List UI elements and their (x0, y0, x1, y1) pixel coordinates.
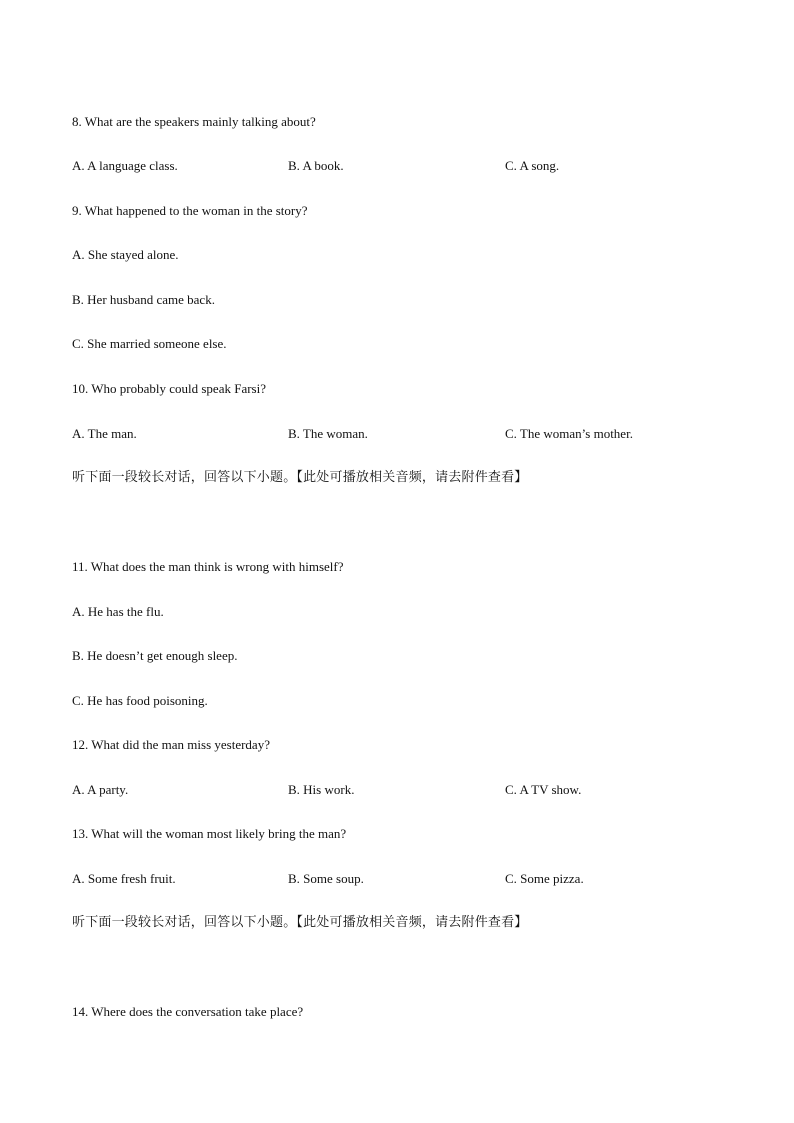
question-11-option-b: B. He doesn’t get enough sleep. (72, 648, 238, 663)
option-b: B. The woman. (288, 426, 368, 441)
question-10-stem: 10. Who probably could speak Farsi? (72, 381, 266, 396)
question-9-option-c: C. She married someone else. (72, 336, 227, 351)
question-12-stem: 12. What did the man miss yesterday? (72, 737, 270, 752)
question-11-option-a: A. He has the flu. (72, 604, 164, 619)
question-9-option-a: A. She stayed alone. (72, 247, 179, 262)
question-11-option-c: C. He has food poisoning. (72, 693, 208, 708)
option-c: C. The woman’s mother. (505, 426, 633, 441)
question-11-stem: 11. What does the man think is wrong with himself? (72, 559, 344, 574)
option-c: C. Some pizza. (505, 871, 584, 886)
question-14-stem: 14. Where does the conversation take place? (72, 1004, 304, 1019)
question-13-stem: 13. What will the woman most likely bring the man? (72, 826, 347, 841)
option-c: C. A TV show. (505, 782, 582, 797)
question-9-option-b: B. Her husband came back. (72, 292, 215, 307)
option-a: A. A language class. (72, 158, 178, 173)
option-b: B. A book. (288, 158, 344, 173)
option-a: A. A party. (72, 782, 129, 797)
option-a: A. Some fresh fruit. (72, 871, 176, 886)
option-b: B. His work. (288, 782, 355, 797)
question-8-stem: 8. What are the speakers mainly talking about? (72, 114, 316, 129)
option-b: B. Some soup. (288, 871, 364, 886)
option-c: C. A song. (505, 158, 560, 173)
listening-instruction: 听下面一段较长对话，回答以下小题。【此处可播放相关音频，请去附件查看】 (72, 915, 528, 930)
option-a: A. The man. (72, 426, 137, 441)
question-9-stem: 9. What happened to the woman in the story? (72, 203, 308, 218)
listening-instruction: 听下面一段较长对话，回答以下小题。【此处可播放相关音频，请去附件查看】 (72, 470, 528, 485)
